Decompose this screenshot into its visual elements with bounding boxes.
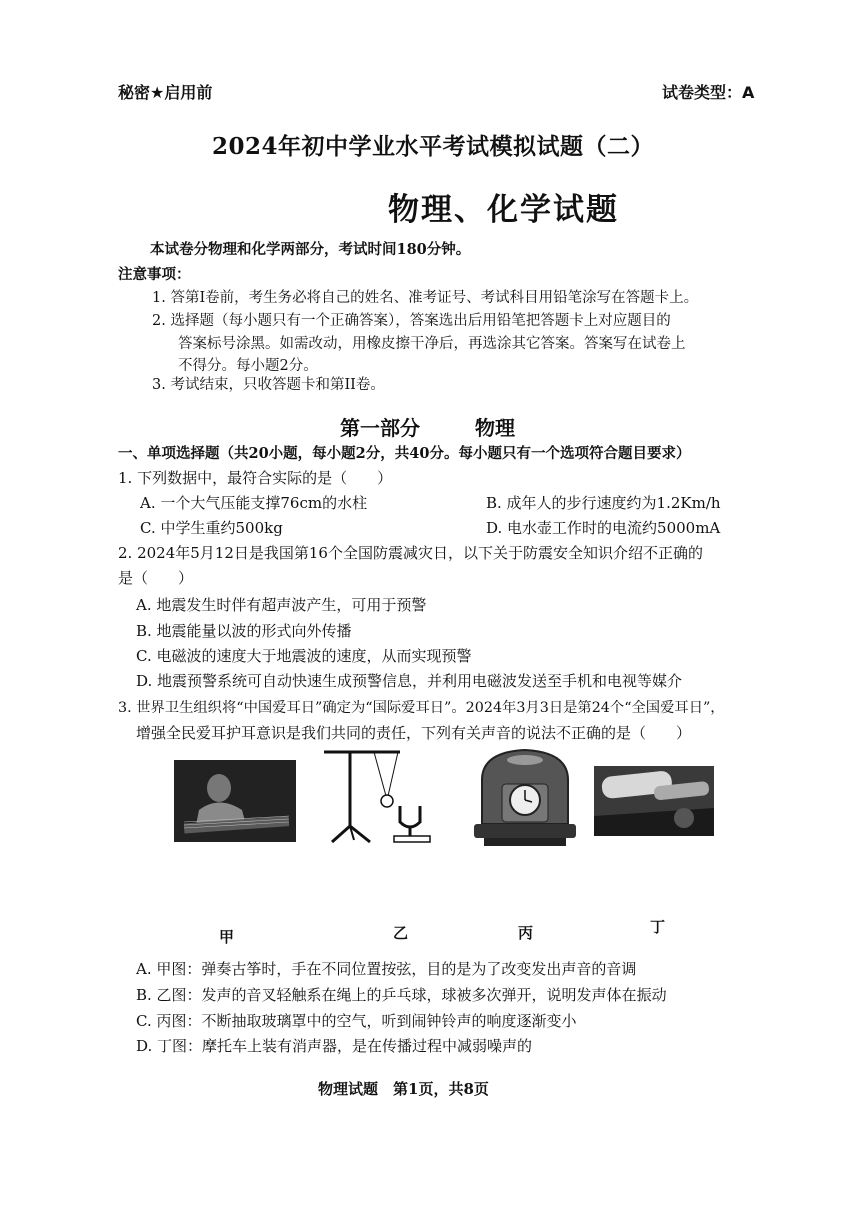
option-a: A. 一个大气压能支撑76cm的水柱 xyxy=(140,494,368,512)
note-item: 1. 答第I卷前，考生务必将自己的姓名、准考证号、考试科目用铅笔涂写在答题卡上。 xyxy=(152,290,699,306)
option-d: D. 丁图：摩托车上装有消声器，是在传播过程中减弱噪声的 xyxy=(136,1037,533,1055)
muffler-photo xyxy=(594,766,714,836)
question-stem-cont: 是（ ） xyxy=(118,569,194,587)
part-title: 第一部分 xyxy=(340,416,420,440)
question-stem: 2. 2024年5月12日是我国第16个全国防震减灾日，以下关于防震安全知识介绍不正确的 xyxy=(118,544,703,562)
option-b: B. 地震能量以波的形式向外传播 xyxy=(136,622,352,640)
option-c: C. 丙图：不断抽取玻璃罩中的空气，听到闹钟铃声的响度逐渐变小 xyxy=(136,1012,577,1030)
option-c: C. 中学生重约500kg xyxy=(140,519,283,537)
figure-caption: 乙 xyxy=(393,924,409,942)
confidential-label: 秘密★启用前 xyxy=(118,83,213,102)
option-d: D. 地震预警系统可自动快速生成预警信息，并利用电磁波发送至手机和电视等媒介 xyxy=(136,672,683,690)
notes-heading: 注意事项： xyxy=(118,266,191,283)
question-stem-cont: 增强全民爱耳护耳意识是我们共同的责任，下列有关声音的说法不正确的是（ ） xyxy=(136,724,692,742)
section-heading: 一、单项选择题（共20小题，每小题2分，共40分。每小题只有一个选项符合题目要求） xyxy=(118,445,691,462)
question-stem: 1. 下列数据中，最符合实际的是（ ） xyxy=(118,469,393,487)
option-b: B. 成年人的步行速度约为1.2Km/h xyxy=(486,494,721,512)
guzheng-photo xyxy=(174,760,296,842)
note-item: 3. 考试结束，只收答题卡和第II卷。 xyxy=(152,377,385,393)
paper-type-label: 试卷类型：A xyxy=(662,83,755,102)
option-c: C. 电磁波的速度大于地震波的速度，从而实现预警 xyxy=(136,647,472,665)
note-item: 不得分。每小题2分。 xyxy=(178,358,318,374)
exam-title: 2024年初中学业水平考试模拟试题（二） xyxy=(212,133,655,160)
page-footer: 物理试题 第1页，共8页 xyxy=(318,1080,489,1098)
note-item: 2. 选择题（每小题只有一个正确答案），答案选出后用铅笔把答题卡上对应题目的 xyxy=(152,313,671,329)
figure-caption: 甲 xyxy=(219,928,235,946)
intro-text: 本试卷分物理和化学两部分，考试时间180分钟。 xyxy=(150,241,471,258)
question-stem: 3. 世界卫生组织将“中国爱耳日”确定为“国际爱耳日”。2024年3月3日是第24个“全国爱耳日”， xyxy=(118,700,725,716)
note-item: 答案标号涂黑。如需改动，用橡皮擦干净后，再选涂其它答案。答案写在试卷上 xyxy=(178,336,686,352)
part-subject: 物理 xyxy=(475,416,515,440)
option-a: A. 地震发生时伴有超声波产生，可用于预警 xyxy=(136,596,427,614)
figure-caption: 丙 xyxy=(518,924,534,942)
option-a: A. 甲图：弹奏古筝时，手在不同位置按弦，目的是为了改变发出声音的音调 xyxy=(136,960,637,978)
figure-caption: 丁 xyxy=(650,918,666,936)
option-b: B. 乙图：发声的音叉轻触系在绳上的乒乓球，球被多次弹开，说明发声体在振动 xyxy=(136,986,667,1004)
option-d: D. 电水壶工作时的电流约5000mA xyxy=(486,519,721,537)
bell-jar-figure xyxy=(470,744,580,848)
tuning-fork-figure xyxy=(318,744,448,846)
exam-subtitle: 物理、化学试题 xyxy=(388,192,619,228)
